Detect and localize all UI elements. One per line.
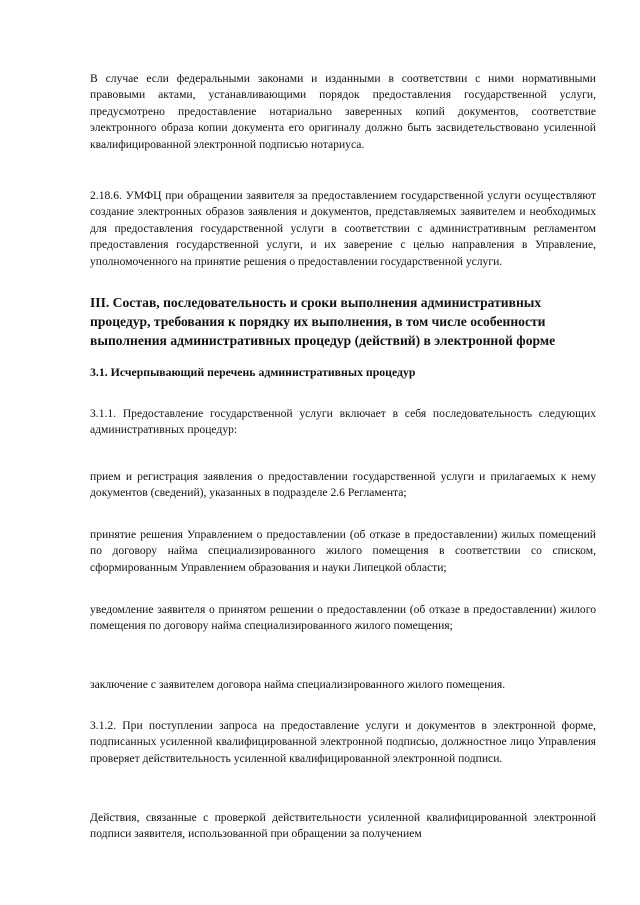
document-page [90,0,596,905]
list-item-decision: принятие решения Управлением о предоставлении (об отказе в предоставлении) жилых помещений по договору найма специализированного жилого помещения в соответствии со списком, сформированным Управлением образования и науки Липецкой области; [90,528,596,574]
paragraph-3-1-2: 3.1.2. При поступлении запроса на предоставление услуги и документов в электронной форме, подписанных усиленной квалифицированной электронной подписью, должностное лицо Управления проверяет действительность усиленной квалифицированной электронной подписи. [90,719,596,765]
paragraph-2-18-6: 2.18.6. УМФЦ при обращении заявителя за предоставлением государственной услуги осуществляют создание электронных образов заявления и документов, представляемых заявителем и необходимых для предоставления государственной услуги в соответствии с административным регламентом предоставления государственной услуги, и их заверение с целью направления в Управление, уполномоченного на принятие решения о предоставлении государственной услуги. [90,189,596,268]
paragraph-3-1-1: 3.1.1. Предоставление государственной услуги включает в себя последовательность следующих административных процедур: [90,407,596,437]
section-heading: III. Состав, последовательность и сроки выполнения административных процедур, требования к порядку их выполнения, в том числе особенности выполнения административных процедур (действий) в электронной форме [90,295,556,348]
list-item-contract: заключение с заявителем договора найма специализированного жилого помещения. [90,678,506,691]
section-subheading: 3.1. Исчерпывающий перечень административных процедур [90,365,416,379]
list-item-notification: уведомление заявителя о принятом решении о предоставлении (об отказе в предоставлении) жилого помещения по договору найма специализированного жилого помещения; [90,603,596,633]
paragraph-signature-check: Действия, связанные с проверкой действительности усиленной квалифицированной электронной подписи заявителя, использованной при обращении за получением [90,811,596,841]
list-item-reception: прием и регистрация заявления о предоставлении государственной услуги и прилагаемых к нему документов (сведений), указанных в подразделе 2.6 Регламента; [90,470,596,500]
paragraph-notary: В случае если федеральными законами и изданными в соответствии с ними нормативными правовыми актами, устанавливающими порядок предоставления государственной услуги, предусмотрено предоставление нотариально заверенных копий документов, соответствие электронного образа копии документа его оригиналу должно быть засвидетельствовано усиленной квалифицированной электронной подписью нотариуса. [90,72,596,151]
